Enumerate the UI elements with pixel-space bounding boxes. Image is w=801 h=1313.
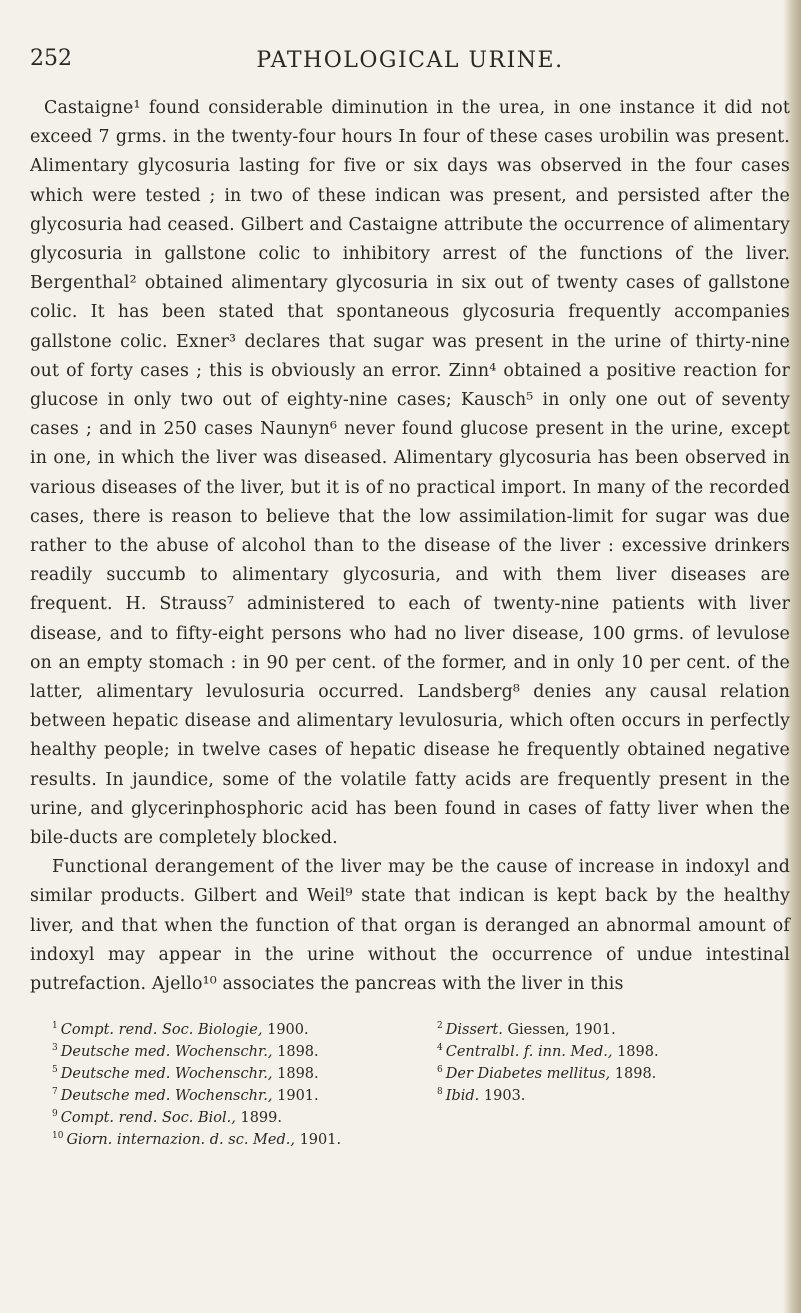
footnote: $^5$ Deutsche med. Wochenschr., 1898.: [52, 1065, 319, 1083]
footnote: $^6$ Der Diabetes mellitus, 1898.: [437, 1065, 657, 1083]
running-head: [30, 44, 790, 80]
page-number: 252: [30, 46, 72, 71]
footnote: $^{10}$ Giorn. internazion. d. sc. Med., 1901.: [52, 1131, 342, 1149]
footnote: $^7$ Deutsche med. Wochenschr., 1901.: [52, 1087, 319, 1105]
book-page: [30, 44, 790, 1151]
footnote: $^8$ Ibid. 1903.: [437, 1087, 526, 1105]
running-title: PATHOLOGICAL URINE.: [256, 48, 564, 73]
paragraph: Castaigne¹ found considerable diminution in the urea, in one instance it did not exceed 7 grms. in the twenty-four hours In four of these cases urobilin was present. Alimentary glycosuria lasting for five or six days was observed in the four cases which were tested ; in two of these indican was present, and persisted after the glycosuria had ceased. Gilbert and Castaigne attribute the occurrence of alimentary glycosuria in gallstone colic to inhibitory arrest of the functions of the liver. Bergenthal² obtained alimentary glycosuria in six out of twenty cases of gallstone colic. It has been stated that spontaneous glycosuria frequently accompanies gallstone colic. Exner³ declares that sugar was present in the urine of thirty-nine out of forty cases ; this is obviously an error. Zinn⁴ obtained a positive reaction for glucose in only two out of eighty-nine cases; Kausch⁵ in only one out of seventy cases ; and in 250 cases Naunyn⁶ never found glucose present in the urine, except in one, in which the liver was diseased. Alimentary glycosuria has been observed in various diseases of the liver, but it is of no practical import. In many of the recorded cases, there is reason to believe that the low assimilation-limit for sugar was due rather to the abuse of alcohol than to the disease of the liver : excessive drinkers readily succumb to alimentary glycosuria, and with them liver diseases are frequent. H. Strauss⁷ administered to each of twenty-nine patients with liver disease, and to fifty-eight persons who had no liver disease, 100 grms. of levulose on an empty stomach : in 90 per cent. of the former, and in only 10 per cent. of the latter, alimentary levulosuria occurred. Landsberg⁸ denies any causal relation between hepatic disease and alimentary levulosuria, which often occurs in perfectly healthy people; in twelve cases of hepatic disease he frequently obtained negative results. In jaundice, some of the volatile fatty acids are frequently present in the urine, and glycerinphosphoric acid has been found in cases of fatty liver when the bile-ducts are completely blocked.: [30, 98, 790, 849]
paragraph: Functional derangement of the liver may be the cause of increase in indoxyl and similar products. Gilbert and Weil⁹ state that indican is kept back by the healthy liver, and that when the function of that organ is deranged an abnormal amount of indoxyl may appear in the urine without the occurrence of undue intestinal putrefaction. Ajello¹⁰ associates the pancreas with the liver in this: [30, 857, 790, 995]
footnote: $^4$ Centralbl. f. inn. Med., 1898.: [437, 1043, 659, 1061]
footnote: $^3$ Deutsche med. Wochenschr., 1898.: [52, 1043, 319, 1061]
footnote: $^2$ Dissert. Giessen, 1901.: [437, 1021, 616, 1039]
footnote: $^1$ Compt. rend. Soc. Biologie, 1900.: [52, 1021, 309, 1039]
body-text: [30, 94, 790, 999]
footnote: [437, 1107, 790, 1129]
footnote: $^9$ Compt. rend. Soc. Biol., 1899.: [52, 1109, 282, 1127]
footnotes: [30, 1019, 790, 1151]
